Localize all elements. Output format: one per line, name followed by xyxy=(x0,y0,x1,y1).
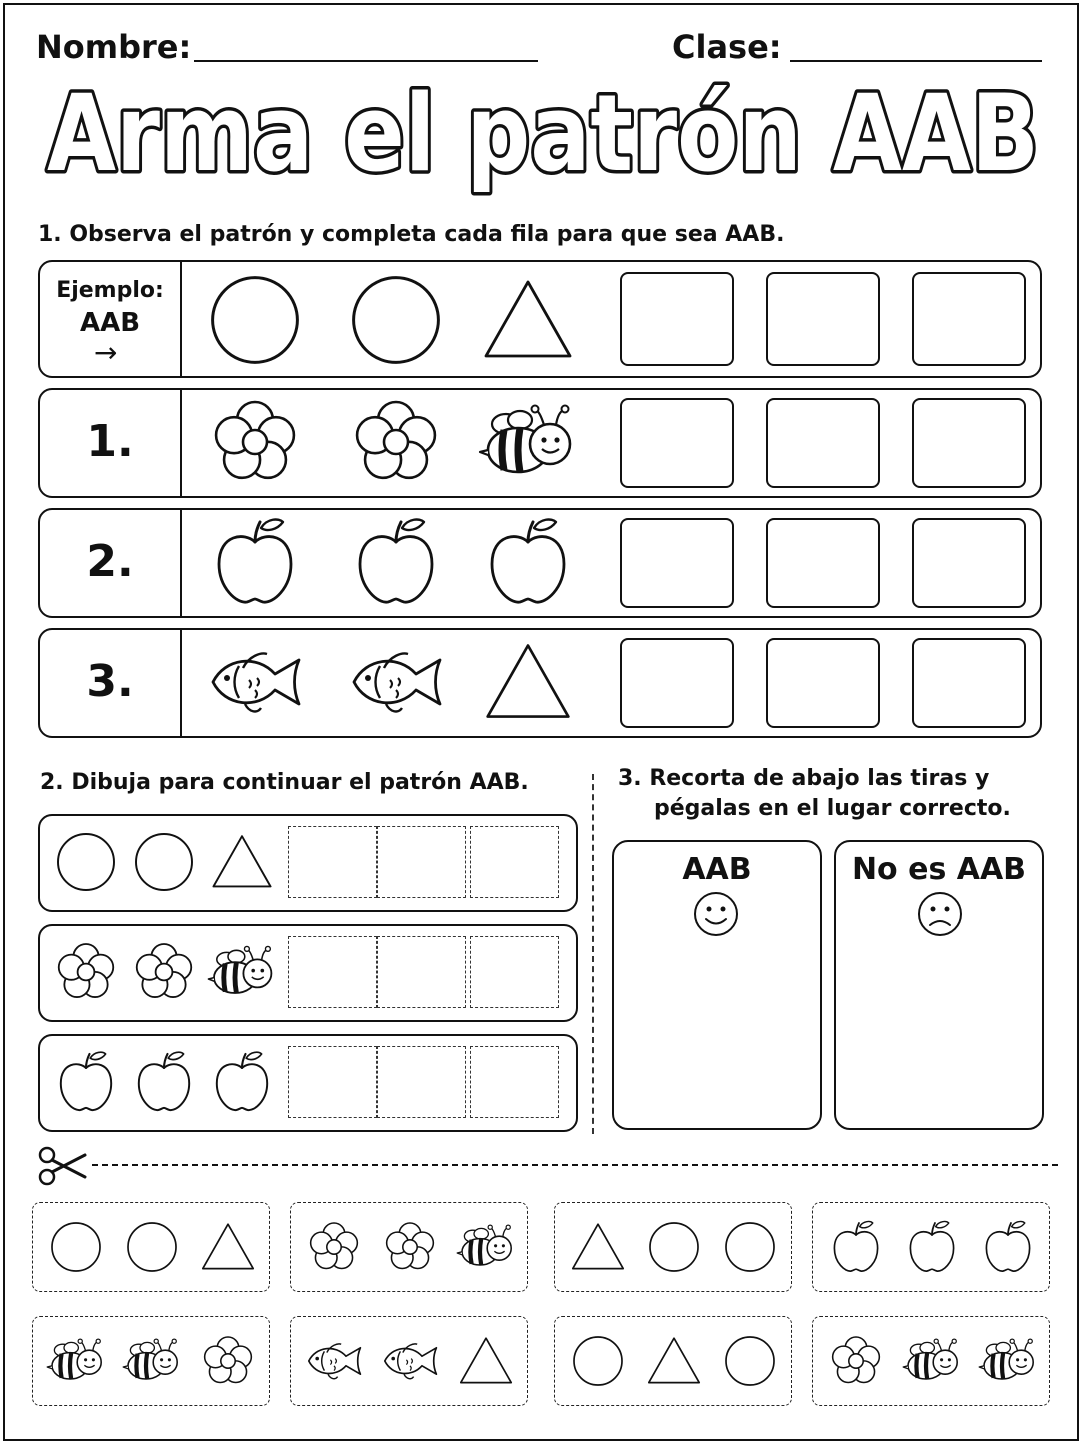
drawing-box[interactable] xyxy=(377,826,466,898)
answer-box[interactable] xyxy=(912,638,1026,728)
arrow-icon: → xyxy=(94,336,118,369)
pattern-row-2 xyxy=(38,508,1042,618)
name-field[interactable] xyxy=(194,60,538,62)
answer-box[interactable] xyxy=(766,272,880,366)
row-label-cell xyxy=(40,390,182,496)
example-row xyxy=(38,260,1042,378)
cutout-strip[interactable] xyxy=(812,1202,1050,1292)
answer-box[interactable] xyxy=(912,518,1026,608)
drawing-box[interactable] xyxy=(470,936,559,1008)
cutout-strip[interactable] xyxy=(554,1316,792,1406)
row-label-cell xyxy=(40,510,182,616)
cut-line xyxy=(92,1164,1058,1166)
answer-box[interactable] xyxy=(766,518,880,608)
drawing-box[interactable] xyxy=(470,1046,559,1118)
class-field[interactable] xyxy=(790,60,1042,62)
drawing-box[interactable] xyxy=(377,1046,466,1118)
cutout-strip[interactable] xyxy=(32,1316,270,1406)
answer-box[interactable] xyxy=(912,398,1026,488)
cutout-strip[interactable] xyxy=(32,1202,270,1292)
cutout-strip[interactable] xyxy=(812,1316,1050,1406)
example-pattern: AAB xyxy=(79,308,141,338)
example-label-cell xyxy=(40,262,182,376)
pattern-row-1 xyxy=(38,388,1042,498)
drawing-box[interactable] xyxy=(288,826,377,898)
drawing-box[interactable] xyxy=(470,826,559,898)
section2-instruction: 2. Dibuja para continuar el patrón AAB. xyxy=(40,770,529,795)
answer-box[interactable] xyxy=(766,398,880,488)
cutout-strip[interactable] xyxy=(554,1202,792,1292)
cutout-strip[interactable] xyxy=(290,1202,528,1292)
title-text: Arma el patrón AAB xyxy=(47,72,1039,195)
section3-instruction-line1: 3. Recorta de abajo las tiras y xyxy=(618,766,990,791)
sort-box-not-aab[interactable] xyxy=(834,840,1044,1130)
section-divider xyxy=(592,774,594,1134)
drawing-box[interactable] xyxy=(377,936,466,1008)
section3-instruction-line2: pégalas en el lugar correcto. xyxy=(654,796,1011,821)
sort-box-title: No es AAB xyxy=(851,852,1027,887)
answer-box[interactable] xyxy=(912,272,1026,366)
page-title xyxy=(0,70,1086,200)
name-label: Nombre: xyxy=(36,28,192,66)
answer-box[interactable] xyxy=(620,398,734,488)
section1-instruction: 1. Observa el patrón y completa cada fila para que sea AAB. xyxy=(38,222,785,247)
class-label: Clase: xyxy=(672,28,782,66)
answer-box[interactable] xyxy=(620,272,734,366)
row-number: 2. xyxy=(86,536,134,587)
draw-strip-2 xyxy=(38,924,578,1022)
row-number: 1. xyxy=(86,416,134,467)
cutout-strip[interactable] xyxy=(290,1316,528,1406)
drawing-box[interactable] xyxy=(288,1046,377,1118)
answer-box[interactable] xyxy=(766,638,880,728)
draw-strip-1 xyxy=(38,814,578,912)
answer-box[interactable] xyxy=(620,518,734,608)
answer-box[interactable] xyxy=(620,638,734,728)
pattern-row-3 xyxy=(38,628,1042,738)
example-label: Ejemplo: xyxy=(56,278,164,303)
sort-box-aab[interactable] xyxy=(612,840,822,1130)
drawing-box[interactable] xyxy=(288,936,377,1008)
row-label-cell xyxy=(40,630,182,736)
row-number: 3. xyxy=(86,656,134,707)
draw-strip-3 xyxy=(38,1034,578,1132)
sort-box-title: AAB xyxy=(682,852,752,887)
